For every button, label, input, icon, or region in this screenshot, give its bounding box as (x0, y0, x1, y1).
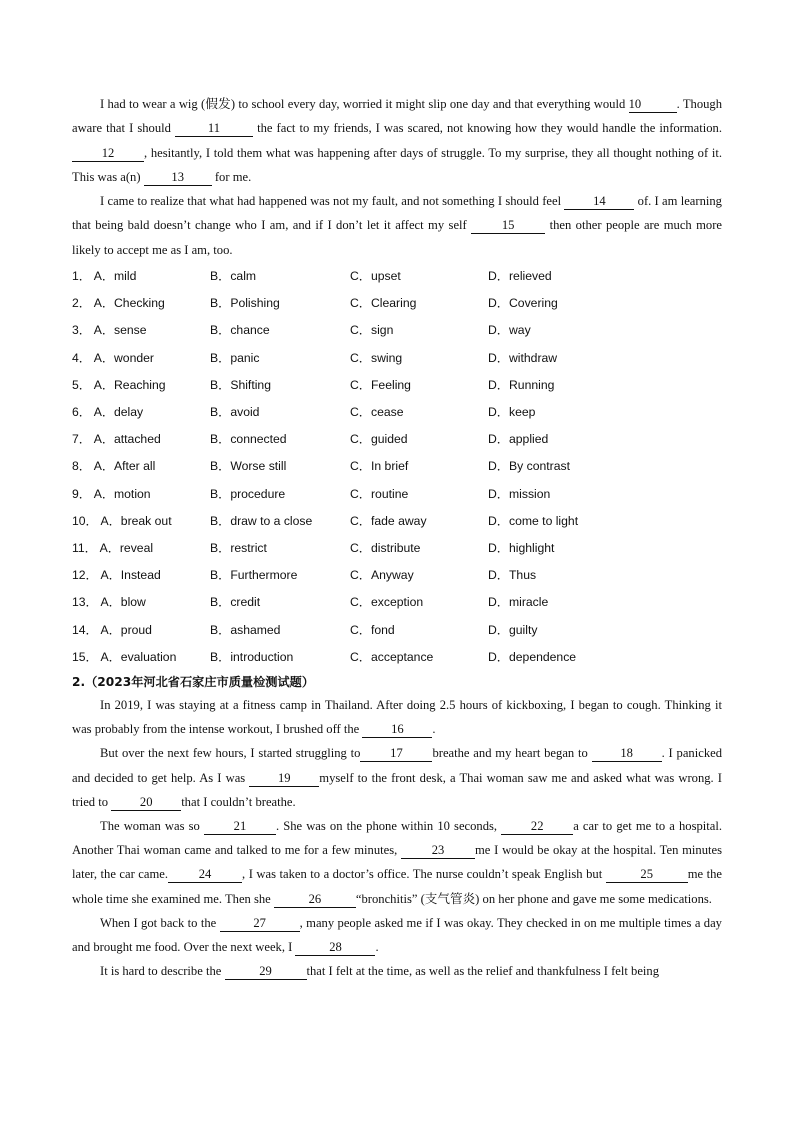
text-run: , I was taken to a doctor’s office. The nurse couldn’t speak English but (242, 867, 603, 882)
blank-15: 15 (471, 218, 545, 234)
option-c: C．Feeling (350, 377, 411, 392)
text-run: , hesitantly, I told them what was happening after days of struggle. To my surprise, they all thought nothing of it. This was a(n) (72, 145, 722, 184)
question-row (72, 317, 722, 344)
question-row (72, 345, 722, 372)
option-a: 10． A．break out (72, 513, 172, 528)
blank-25: 25 (606, 867, 688, 883)
option-b: B．chance (210, 323, 270, 338)
question-row (72, 508, 722, 535)
text-run: the fact to my friends, I was scared, not knowing how they would handle the information. (257, 121, 723, 136)
text-run: . Though aware that I should (72, 97, 723, 136)
option-a: 7． A．attached (72, 432, 161, 447)
blank-26: 26 (274, 892, 356, 908)
text-run: In 2019, I was staying at a fitness camp in Thailand. After doing 2.5 hours of kickboxing, I began to cough. Thinking it was probably from the intense workout, I brushed off the (72, 697, 722, 737)
text-run: of. I am learning that being bald doesn’t change who I am, and if I don’t let it affect my self (72, 194, 722, 233)
text-run: a car to get me to a hospital. Another Thai woman came and talked to me for a few minutes, (72, 818, 723, 858)
question-row (72, 535, 722, 562)
question-row (72, 372, 722, 399)
option-c: C．fond (350, 622, 395, 637)
blank-24: 24 (168, 867, 242, 883)
option-d: D．Thus (488, 568, 537, 583)
question-row (72, 481, 722, 508)
blank-14: 14 (564, 194, 634, 210)
option-d: D．dependence (488, 649, 577, 664)
option-c: C．routine (350, 486, 409, 501)
text-run: I had to wear a wig (假发) to school every day, worried it might slip one day and that everything would (100, 97, 626, 111)
blank-11: 11 (175, 121, 253, 137)
option-b: B．avoid (210, 405, 260, 420)
option-c: C．acceptance (350, 649, 434, 664)
passage2-paragraph-5 (72, 959, 722, 983)
blank-29: 29 (225, 964, 307, 980)
option-c: C．sign (350, 323, 394, 338)
blank-12: 12 (72, 146, 144, 162)
passage2-paragraph-4 (72, 911, 722, 959)
option-a: 1． A．mild (72, 269, 137, 284)
option-a: 2． A．Checking (72, 296, 165, 311)
text-run: for me. (214, 169, 252, 184)
option-c: C．exception (350, 595, 424, 610)
option-c: C．Anyway (350, 568, 414, 583)
blank-17: 17 (360, 746, 432, 762)
blank-22: 22 (501, 819, 573, 835)
question-row (72, 263, 722, 290)
option-a: 5． A．Reaching (72, 377, 166, 392)
text-run: that I couldn’t breathe. (181, 794, 296, 809)
section-2-title: 2.（2023年河北省石家庄市质量检测试题） (72, 674, 315, 689)
text-run: When I got back to the (100, 915, 217, 930)
option-b: B．calm (210, 269, 257, 284)
option-d: D．withdraw (488, 350, 558, 365)
text-run: I came to realize that what had happened was not my fault, and not something I should feel (100, 194, 562, 209)
option-d: D．relieved (488, 269, 552, 284)
option-b: B．Polishing (210, 296, 280, 311)
text-run: then other people are much more likely to accept me as I am, too. (72, 218, 723, 257)
option-a: 12． A．Instead (72, 568, 161, 583)
blank-13: 13 (144, 170, 212, 186)
option-a: 13． A．blow (72, 595, 146, 610)
option-b: B．connected (210, 432, 287, 447)
option-d: D．Covering (488, 296, 558, 311)
text-run: It is hard to describe the (100, 964, 222, 979)
passage2-paragraph-1 (72, 693, 722, 741)
text-run: me the whole time she examined me. Then she (72, 867, 723, 906)
passage1-paragraph-2 (72, 189, 722, 262)
option-d: D．highlight (488, 540, 555, 555)
option-d: D．applied (488, 432, 549, 447)
text-run: me I would be okay at the hospital. Ten minutes later, the car came. (72, 843, 722, 882)
blank-21: 21 (204, 819, 276, 835)
option-b: B．panic (210, 350, 260, 365)
option-c: C．upset (350, 269, 401, 284)
blank-18: 18 (592, 746, 662, 762)
question-row (72, 399, 722, 426)
option-c: C．fade away (350, 513, 427, 528)
option-b: B．restrict (210, 540, 267, 555)
question-row (72, 453, 722, 480)
text-run: breathe and my heart began to (432, 746, 588, 761)
passage1-paragraph-1 (72, 92, 722, 189)
blank-10: 10 (629, 97, 677, 113)
question-row (72, 617, 722, 644)
option-d: D．mission (488, 486, 551, 501)
option-a: 3． A．sense (72, 323, 147, 338)
text-run: . (375, 939, 379, 954)
text-run: myself to the front desk, a Thai woman saw me and asked what was wrong. I tried to (72, 770, 722, 809)
text-run: . I panicked and decided to get help. As I was (72, 746, 722, 785)
option-b: B．Furthermore (210, 568, 298, 583)
option-c: C．swing (350, 350, 403, 365)
option-a: 15． A．evaluation (72, 649, 177, 664)
question-row (72, 290, 722, 317)
blank-16: 16 (362, 722, 432, 738)
option-a: 4． A．wonder (72, 350, 154, 365)
text-run: that I felt at the time, as well as the relief and thankfulness I felt being (306, 964, 660, 979)
text-run: But over the next few hours, I started struggling to (100, 746, 361, 761)
option-d: D．miracle (488, 595, 549, 610)
blank-27: 27 (220, 916, 300, 932)
passage2-paragraph-2 (72, 741, 722, 814)
text-run: The woman was so (100, 818, 200, 833)
option-d: D．come to light (488, 513, 579, 528)
option-b: B．draw to a close (210, 513, 313, 528)
option-a: 6． A．delay (72, 405, 144, 420)
option-c: C．Clearing (350, 296, 417, 311)
document-page (72, 92, 722, 983)
question-row (72, 562, 722, 589)
options-list (72, 263, 722, 671)
option-b: B．introduction (210, 649, 294, 664)
option-b: B．ashamed (210, 622, 281, 637)
question-row (72, 426, 722, 453)
option-c: C．guided (350, 432, 408, 447)
text-run: . (432, 722, 436, 737)
question-row (72, 644, 722, 671)
option-d: D．keep (488, 405, 536, 420)
option-d: D．Running (488, 377, 555, 392)
option-b: B．credit (210, 595, 261, 610)
option-a: 9． A．motion (72, 486, 151, 501)
option-c: C．distribute (350, 540, 421, 555)
option-a: 11． A．reveal (72, 540, 154, 555)
option-c: C．cease (350, 405, 404, 420)
option-d: D．By contrast (488, 459, 570, 474)
passage2-paragraph-3 (72, 814, 722, 911)
text-run: . She was on the phone within 10 seconds, (275, 818, 498, 833)
text-run: “bronchitis” (支气管炎) on her phone and gave me some medications. (355, 891, 712, 906)
blank-23: 23 (401, 843, 475, 859)
option-b: B．procedure (210, 486, 286, 501)
option-d: D．way (488, 323, 531, 338)
option-b: B．Shifting (210, 377, 271, 392)
option-a: 14． A．proud (72, 622, 152, 637)
blank-19: 19 (249, 771, 319, 787)
blank-28: 28 (295, 940, 375, 956)
text-run: , many people asked me if I was okay. They checked in on me multiple times a day and brought me food. Over the next week, I (72, 915, 722, 954)
option-b: B．Worse still (210, 459, 287, 474)
option-a: 8． A．After all (72, 459, 156, 474)
option-c: C．In brief (350, 459, 409, 474)
question-row (72, 589, 722, 616)
blank-20: 20 (111, 795, 181, 811)
option-d: D．guilty (488, 622, 538, 637)
